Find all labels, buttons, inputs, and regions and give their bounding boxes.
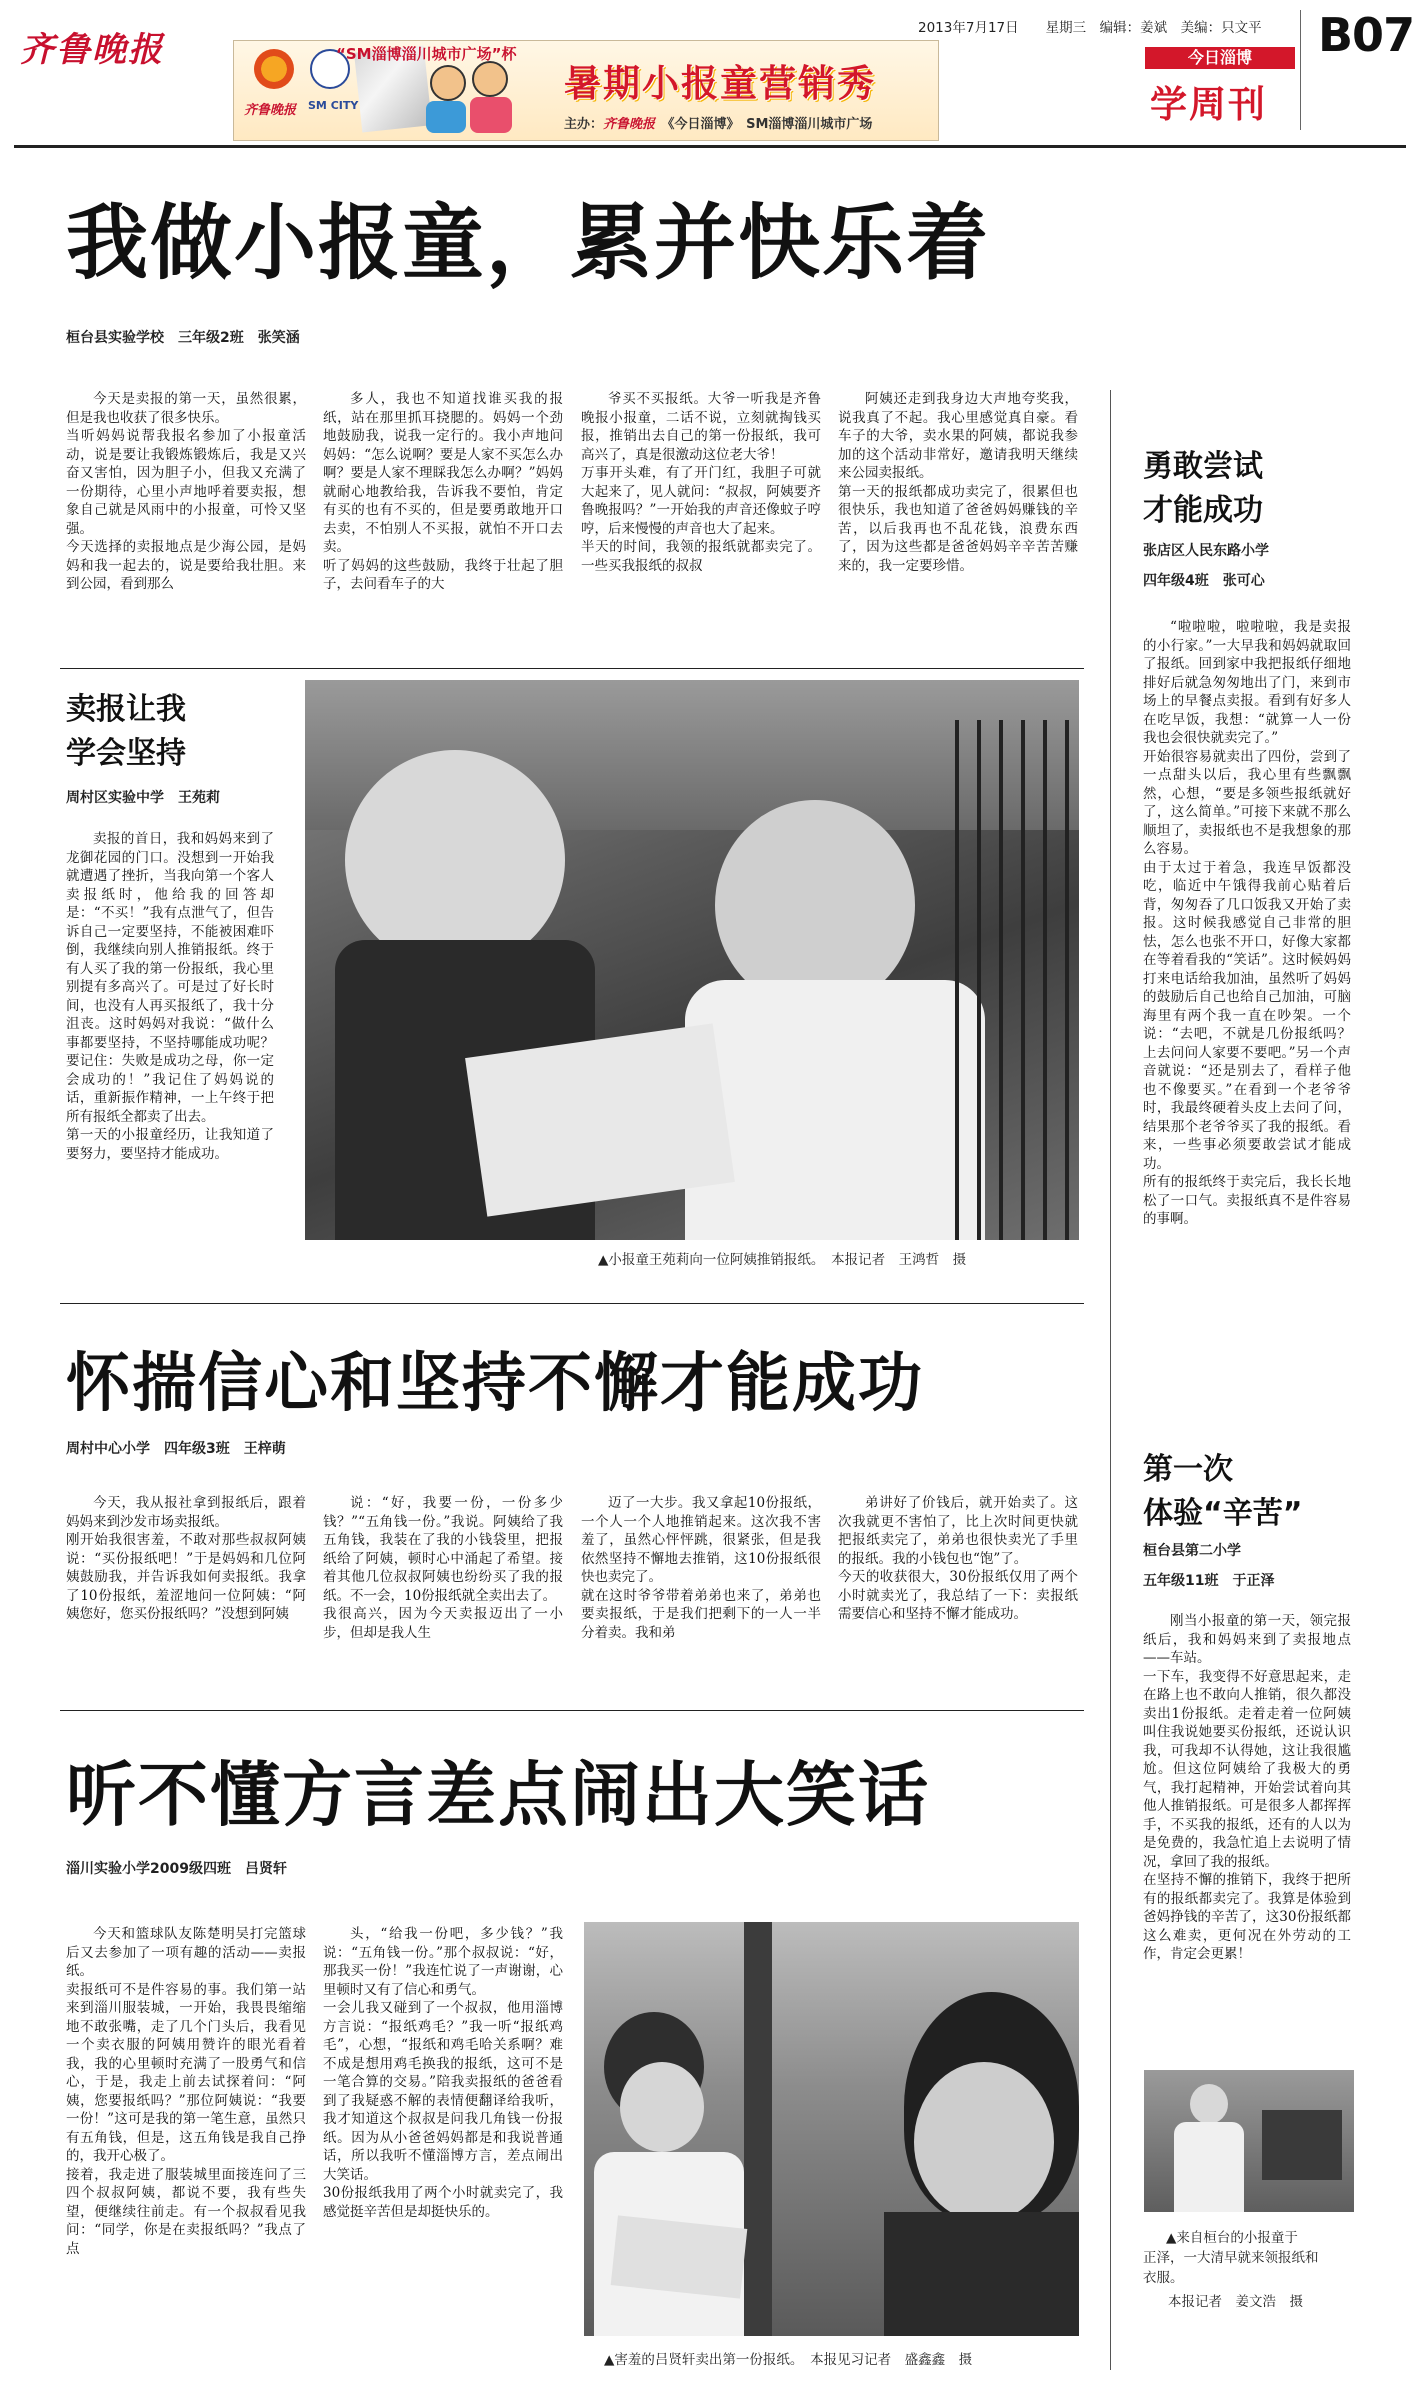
sidebar-vertical-rule — [1110, 390, 1111, 2370]
article1-column-2 — [323, 390, 563, 690]
banner-logo-circle — [254, 49, 294, 89]
section-divider — [60, 668, 1084, 669]
article1-column-3 — [581, 390, 821, 690]
article5-headline-line2: 才能成功 — [1143, 493, 1263, 528]
banner-title: 暑期小报童营销秀 — [564, 62, 876, 105]
article5-byline-2: 四年级4班 张可心 — [1143, 573, 1265, 589]
issue-date: 2013年7月17日 — [918, 20, 1019, 36]
article3-column-3 — [581, 1494, 821, 1694]
designer-credit: 美编：只文平 — [1180, 20, 1262, 36]
article5-body — [1143, 618, 1351, 1438]
article3-text: 今天，我从报社拿到报纸后，跟着妈妈来到沙发市场卖报纸。 刚开始我很害羞，不敢对那些叔叔阿姨说：“买份报纸吧！”于是妈妈和几位阿姨鼓励我，并告诉我如何卖报纸。我拿了10份报纸，羞涩地问一位阿姨：“阿姨您好，您买份报纸吗？”没想到阿姨 — [66, 1495, 306, 1622]
article3-text: 说：“好，我要一份，一份多少钱？”“五角钱一份。”我说。阿姨给了我五角钱，我装在了我的小钱袋里，把报纸给了阿姨，顿时心中涌起了希望。接着其他几位叔叔阿姨也纷纷买了我的报纸。不一会，10份报纸就全卖出去了。 我很高兴，因为今天卖报迈出了一小步，但却是我人生 — [323, 1495, 563, 1641]
banner-brand-qilu: 齐鲁晚报 — [244, 103, 297, 118]
article6-headline-line1: 第一次 — [1143, 1452, 1233, 1487]
masthead — [0, 0, 1417, 132]
article6-photo-credit: 本报记者 姜文浩 摄 — [1168, 2294, 1303, 2310]
article6-byline-1: 桓台县第二小学 — [1143, 1543, 1241, 1559]
article4-photo-caption: ▲害羞的吕贤轩卖出第一份报纸。 本报见习记者 盛鑫鑫 摄 — [604, 2352, 973, 2368]
article4-column-1 — [66, 1925, 306, 2365]
section-divider — [60, 1710, 1084, 1711]
article5-headline — [1143, 445, 1383, 533]
section-divider — [60, 1303, 1084, 1304]
issue-weekday: 星期三 — [1045, 20, 1087, 36]
article6-body — [1143, 1612, 1351, 2057]
article5-byline-1: 张店区人民东路小学 — [1143, 543, 1269, 559]
article1-column-1 — [66, 390, 306, 690]
article6-headline — [1143, 1448, 1383, 1536]
article4-photo — [584, 1922, 1079, 2336]
article1-byline: 桓台县实验学校 三年级2班 张笑涵 — [66, 330, 300, 346]
date-line — [918, 16, 1262, 36]
article3-column-1 — [66, 1494, 306, 1694]
article2-headline — [66, 688, 286, 776]
article1-text: 多人，我也不知道找谁买我的报纸，站在那里抓耳挠腮的。妈妈一个劲地鼓励我，说我一定行的。我小声地问妈妈：“怎么说啊？要是人家不买怎么办啊？要是人家不理睬我怎么办啊？”妈妈就耐心地教给我，告诉我不要怕，肯定有买的也有不买的，但是要勇敢地开口去卖，不怕别人不买报，就怕不开口去卖。 听了妈妈的这些鼓励，我终于壮起了胆子，去问看车子的大 — [323, 391, 563, 592]
article6-photo — [1144, 2070, 1354, 2212]
article2-headline-line1: 卖报让我 — [66, 692, 186, 727]
banner-host-jinri: 《今日淄博》 — [668, 117, 734, 132]
article2-photo — [305, 680, 1079, 1240]
article1-column-4 — [838, 390, 1078, 690]
article2-photo-caption: ▲小报童王苑莉向一位阿姨推销报纸。 本报记者 王鸿哲 摄 — [598, 1252, 967, 1268]
article2-text: 卖报的首日，我和妈妈来到了龙御花园的门口。没想到一开始我就遭遇了挫折，当我向第一个客人卖报纸时，他给我的回答却是：“不买！”我有点泄气了，但告诉自己一定要坚持，不能被困难吓倒，我继续向别人推销报纸。终于有人买了我的第一份报纸，我心里别提有多高兴了。可是过了好长时间，也没有人再买报纸了，我十分沮丧。这时妈妈对我说：“做什么事都要坚持，不坚持哪能成功呢？要记住：失败是成功之母，你一定会成功的！”我记住了妈妈说的话，重新振作精神，一上午终于把所有报纸全都卖了出去。 第一天的小报童经历，让我知道了要努力，要坚持才能成功。 — [66, 831, 274, 1162]
article4-column-2 — [323, 1925, 563, 2365]
article2-byline: 周村区实验中学 王苑莉 — [66, 790, 220, 806]
article1-text: 今天是卖报的第一天，虽然很累，但是我也收获了很多快乐。 当听妈妈说帮我报名参加了小报童活动，说是要让我锻炼锻炼后，我是又兴奋又害怕，因为胆子小，但我又充满了一份期待，心里小声地呼着要卖报，想象自己就是风雨中的小报童，可怜又坚强。 今天选择的卖报地点是少海公园，是妈妈和我一起去的，说是要给我壮胆。来到公园，看到那么 — [66, 391, 306, 592]
article3-text: 迈了一大步。我又拿起10份报纸，一个人一个人地推销起来。这次我不害羞了，虽然心怦怦跳，很紧张，但是我依然坚持不懈地去推销，这10份报纸很快也卖完了。 就在这时爷爷带着弟弟也来了，弟弟也要卖报纸，于是我们把剩下的一人一半分着卖。我和弟 — [581, 1495, 821, 1641]
article3-column-4 — [838, 1494, 1078, 1694]
article4-text: 今天和篮球队友陈楚明吴打完篮球后又去参加了一项有趣的活动——卖报纸。 卖报纸可不是件容易的事。我们第一站来到淄川服装城，一开始，我畏畏缩缩地不敢张嘴，走了几个门头后，我看见一个卖衣服的阿姨用赞许的眼光看着我，我的心里顿时充满了一股勇气和信心，于是，我走上前去试探着问：“阿姨，您要报纸吗？”那位阿姨说：“我要一份！”这可是我的第一笔生意，虽然只有五角钱，但是，这五角钱是我自己挣的，我开心极了。 接着，我走进了服装城里面接连问了三四个叔叔阿姨，都说不要，我有些失望，便继续往前走。有一个叔叔看见我问：“同学，你是在卖报纸吗？”我点了点 — [66, 1926, 306, 2257]
banner-cup-line: “SM淄博淄川城市广场”杯 — [336, 45, 517, 63]
article3-headline: 怀揣信心和坚持不懈才能成功 — [66, 1347, 924, 1421]
article6-photo-caption-1: ▲来自桓台的小报童于 — [1166, 2230, 1298, 2246]
editor-credit: 编辑：姜斌 — [1099, 20, 1168, 36]
article4-headline: 听不懂方言差点闹出大笑话 — [66, 1754, 930, 1836]
newspaper-logo: 齐鲁晚报 — [20, 30, 164, 70]
article3-text: 弟讲好了价钱后，就开始卖了。这次我就更不害怕了，比上次时间更快就把报纸卖完了，弟弟也很快卖光了手里的报纸。我的小钱包也“饱”了。 今天的收获很大，30份报纸仅用了两个小时就卖光了，我总结了一下：卖报纸需要信心和坚持不懈才能成功。 — [838, 1495, 1078, 1622]
article6-text: 刚当小报童的第一天，领完报纸后，我和妈妈来到了卖报地点——车站。 一下车，我变得不好意思起来，走在路上也不敢向人推销，很久都没卖出1份报纸。走着走着一位阿姨叫住我说她要买份报纸，还说认识我，可我却不认得她，这让我很尴尬。但这位阿姨给了我极大的勇气，我打起精神，开始尝试着向其他人推销报纸。可是很多人都挥挥手，不买我的报纸，还有的人以为是免费的，我急忙追上去说明了情况，拿回了我的报纸。 在坚持不懈的推销下，我终于把所有的报纸都卖完了。我算是体验到爸妈挣钱的辛苦了，这30份报纸都这么难卖，更何况在外劳动的工作，肯定会更累！ — [1143, 1613, 1351, 1962]
article6-photo-caption-2: 正泽，一大清早就来领报纸和 — [1143, 2250, 1319, 2266]
banner-host-line — [564, 113, 872, 132]
banner-host-sm: SM淄博淄川城市广场 — [746, 117, 873, 132]
article2-body — [66, 830, 274, 1290]
article6-photo-caption-3: 衣服。 — [1143, 2270, 1184, 2286]
banner-children-graphic — [424, 55, 516, 135]
article4-text: 头，“给我一份吧，多少钱？”我说：“五角钱一份。”那个叔叔说：“好，那我买一份！”我连忙说了一声谢谢，心里顿时又有了信心和勇气。 一会儿我又碰到了一个叔叔，他用淄博方言说：“报纸鸡毛？”我一听“报纸鸡毛”，心想，“报纸和鸡毛哈关系啊？难不成是想用鸡毛换我的报纸，这可不是一笔合算的交易。”陪我卖报纸的爸爸看到了我疑惑不解的表情便翻译给我听，我才知道这个叔叔是问我几角钱一份报纸。因为从小爸爸妈妈都是和我说普通话，所以我听不懂淄博方言，差点闹出大笑话。 30份报纸我用了两个小时就卖完了，我感觉挺辛苦但是却挺快乐的。 — [323, 1926, 563, 2220]
article4-byline: 淄川实验小学2009级四班 吕贤轩 — [66, 1861, 287, 1877]
article5-headline-line1: 勇敢尝试 — [1143, 449, 1263, 484]
article6-byline-2: 五年级11班 于正泽 — [1143, 1573, 1275, 1589]
article3-column-2 — [323, 1494, 563, 1694]
article2-headline-line2: 学会坚持 — [66, 736, 186, 771]
banner-host-qilu: 齐鲁晚报 — [603, 117, 656, 132]
banner-host-label: 主办： — [564, 117, 604, 132]
article1-headline: 我做小报童，累并快乐着 — [66, 196, 991, 291]
page-number: B07 — [1318, 8, 1415, 62]
article1-text: 阿姨还走到我身边大声地夸奖我，说我真了不起。我心里感觉真自豪。看车子的大爷，卖水果的阿姨，都说我参加的这个活动非常好，邀请我明天继续来公园卖报纸。 第一天的报纸都成功卖完了，很累但也很快乐，我也知道了爸爸妈妈赚钱的辛苦，以后我再也不乱花钱，浪费东西了，因为这些都是爸爸妈妈辛辛苦苦赚来的，我一定要珍惜。 — [838, 391, 1078, 574]
article6-headline-line2: 体验“辛苦” — [1143, 1496, 1303, 1531]
article1-text: 爷买不买报纸。大爷一听我是齐鲁晚报小报童，二话不说，立刻就掏钱买报，推销出去自己的第一份报纸，我可高兴了，真是很激动这位老大爷！ 万事开头难，有了开门红，我胆子可就大起来了，见人就问：“叔叔，阿姨要齐鲁晚报吗？”一开始我的声音还像蚊子哼哼，后来慢慢的声音也大了起来。 半天的时间，我领的报纸就都卖完了。一些买我报纸的叔叔 — [581, 391, 821, 574]
article3-byline: 周村中心小学 四年级3班 王梓萌 — [66, 1441, 286, 1457]
section-name: 学周刊 — [1150, 83, 1267, 126]
article5-text: “啦啦啦，啦啦啦，我是卖报的小行家。”一大早我和妈妈就取回了报纸。回到家中我把报纸仔细地排好后就急匆匆地出了门，来到市场上的早餐点卖报。看到有好多人在吃早饭，我想：“就算一人一份我也会很快就卖完了。” 开始很容易就卖出了四份，尝到了一点甜头以后，我心里有些飘飘然，心想，“要是多领些报纸就好了，这么简单。”可接下来就不那么顺坦了，卖报纸也不是我想象的那么容易。 由于太过于着急，我连早饭都没吃，临近中午饿得我前心贴着后背，匆匆吞了几口饭我又开始了卖报。这时候我感觉自己非常的胆怯，怎么也张不开口，好像大家都在等着看我的“笑话”。这时候妈妈打来电话给我加油，虽然听了妈妈的鼓励后自己也给自己加油，可脑海里有两个我一直在吵架。一个说：“去吧，不就是几份报纸吗？上去问问人家要不要吧。”另一个声音就说：“还是别去了，看样子他也不像要买。”在看到一个老爷爷时，我最终硬着头皮上去问了问，结果那个老爷爷买了我的报纸。看来，一些事必须要敢尝试才能成功。 所有的报纸终于卖完后，我长长地松了一口气。卖报纸真不是件容易的事啊。 — [1143, 619, 1351, 1227]
masthead-rule — [14, 145, 1406, 148]
section-tag: 今日淄博 — [1145, 47, 1295, 69]
banner-brand-sm: SM CITY — [308, 99, 359, 112]
masthead-divider — [1300, 10, 1301, 130]
event-banner — [233, 40, 939, 141]
